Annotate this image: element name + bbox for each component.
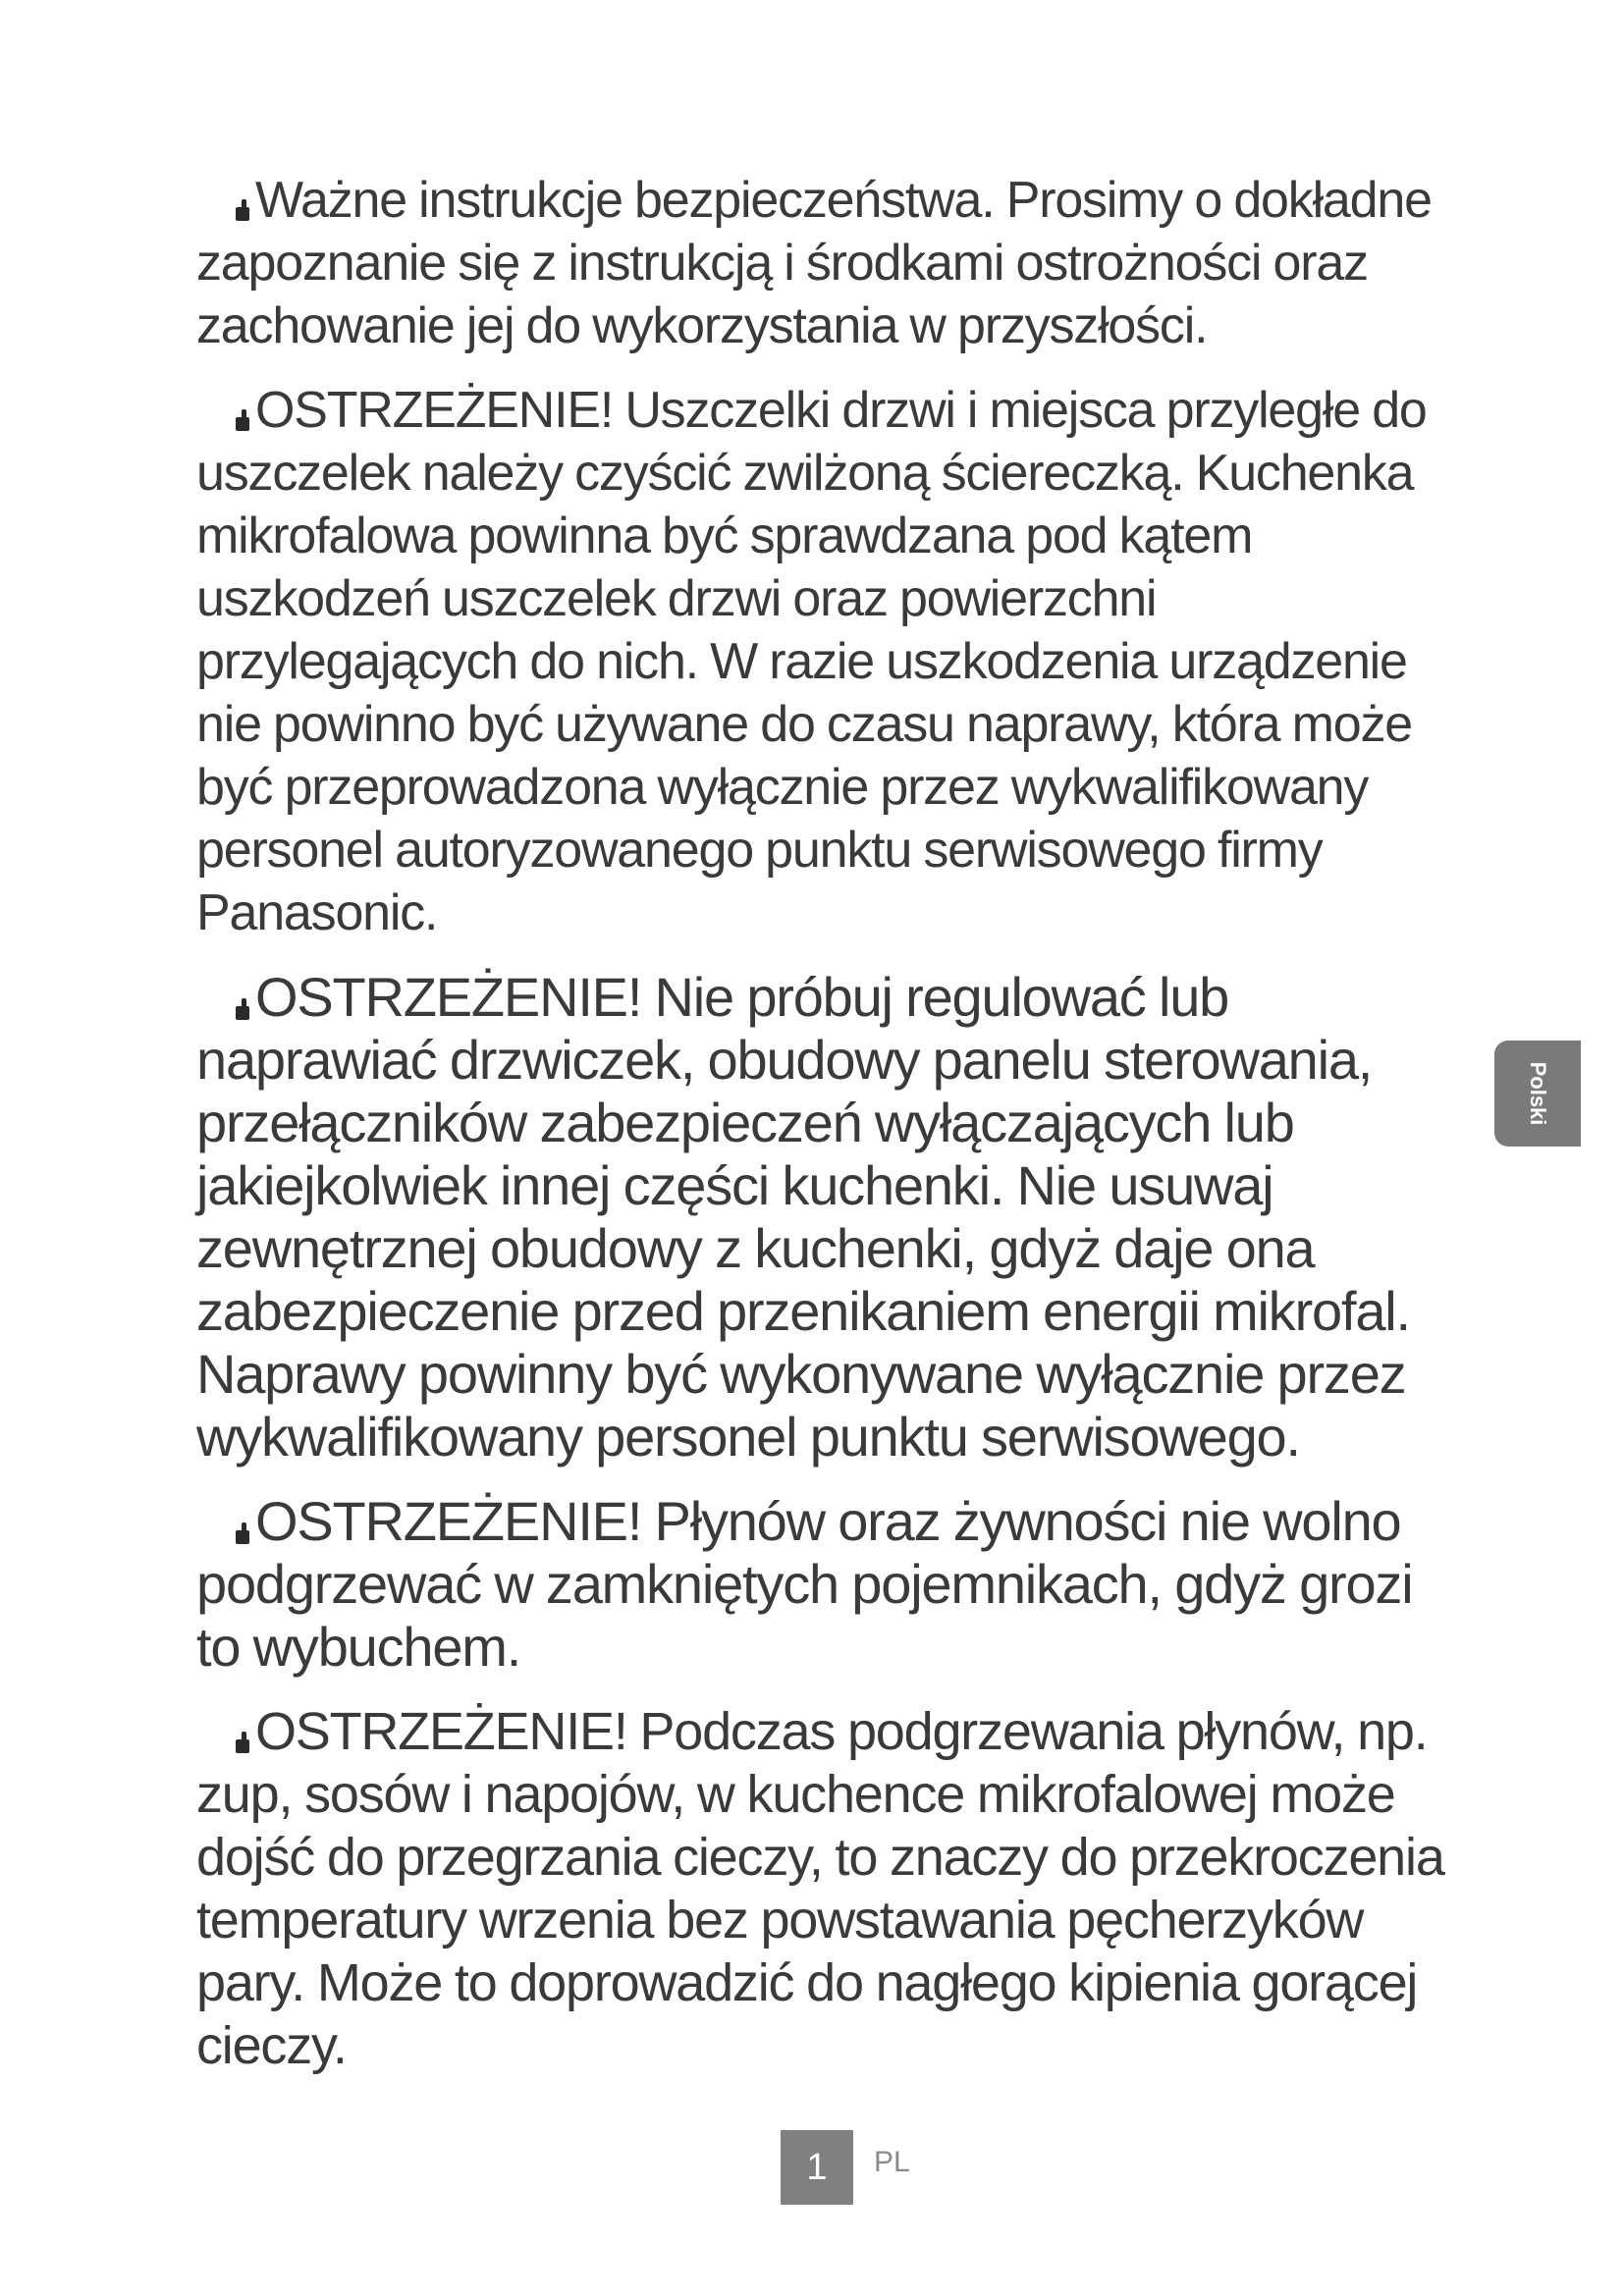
- paragraph-text: OSTRZEŻENIE! Płynów oraz żywności nie wolno podgrzewać w zamkniętych pojemnikach, gdyż grozi to wybuchem.: [196, 1490, 1413, 1678]
- language-side-tab: [1494, 1041, 1581, 1147]
- paragraph-text: OSTRZEŻENIE! Uszczelki drzwi i miejsca przyległe do uszczelek należy czyścić zwilżoną ściereczką. Kuchenka mikrofalowa powinna być sprawdzana pod kątem uszkodzeń uszczelek drzwi oraz powierzchni przylegających do nich. W razie uszkodzenia urządzenie nie powinno być używane do czasu naprawy, która może być przeprowadzona wyłącznie przez wykwalifikowany personel autoryzowanego punktu serwisowego firmy Panasonic.: [196, 382, 1427, 941]
- paragraph-text: Ważne instrukcje bezpieczeństwa. Prosimy o dokładne zapoznanie się z instrukcją i środkami ostrożności oraz zachowanie jej do wykorzystania w przyszłości.: [196, 172, 1432, 354]
- pointing-hand-icon: [236, 1732, 253, 1753]
- language-code: PL: [874, 2146, 910, 2178]
- document-body: [196, 169, 1463, 2075]
- paragraph-warning-superheating: [196, 1700, 1463, 2077]
- paragraph-text: OSTRZEŻENIE! Podczas podgrzewania płynów, np. zup, sosów i napojów, w kuchence mikrofalowej może dojść do przegrzania cieczy, to znaczy do przekroczenia temperatury wrzenia bez powstawania pęcherzyków pary. Może to doprowadzić do nagłego kipienia gorącej cieczy.: [196, 1702, 1444, 2075]
- language-tab-label: Polski: [1526, 1061, 1550, 1126]
- paragraph-warning-door-seals: [196, 379, 1463, 944]
- page-number: 1: [781, 2130, 853, 2205]
- pointing-hand-icon: [236, 199, 253, 221]
- pointing-hand-icon: [236, 1522, 253, 1544]
- paragraph-text: OSTRZEŻENIE! Nie próbuj regulować lub naprawiać drzwiczek, obudowy panelu sterowania, przełączników zabezpieczeń wyłączających lub jakiejkolwiek innej części kuchenki. Nie usuwaj zewnętrznej obudowy z kuchenki, gdyż daje ona zabezpieczenie przed przenikaniem energii mikrofal. Naprawy powinny być wykonywane wyłącznie przez wykwalifikowany personel punktu serwisowego.: [196, 966, 1410, 1468]
- pointing-hand-icon: [236, 409, 253, 431]
- paragraph-warning-sealed-containers: [196, 1490, 1463, 1679]
- pointing-hand-icon: [236, 998, 253, 1020]
- paragraph-important-instructions: [196, 169, 1463, 357]
- paragraph-warning-no-repair: [196, 966, 1463, 1468]
